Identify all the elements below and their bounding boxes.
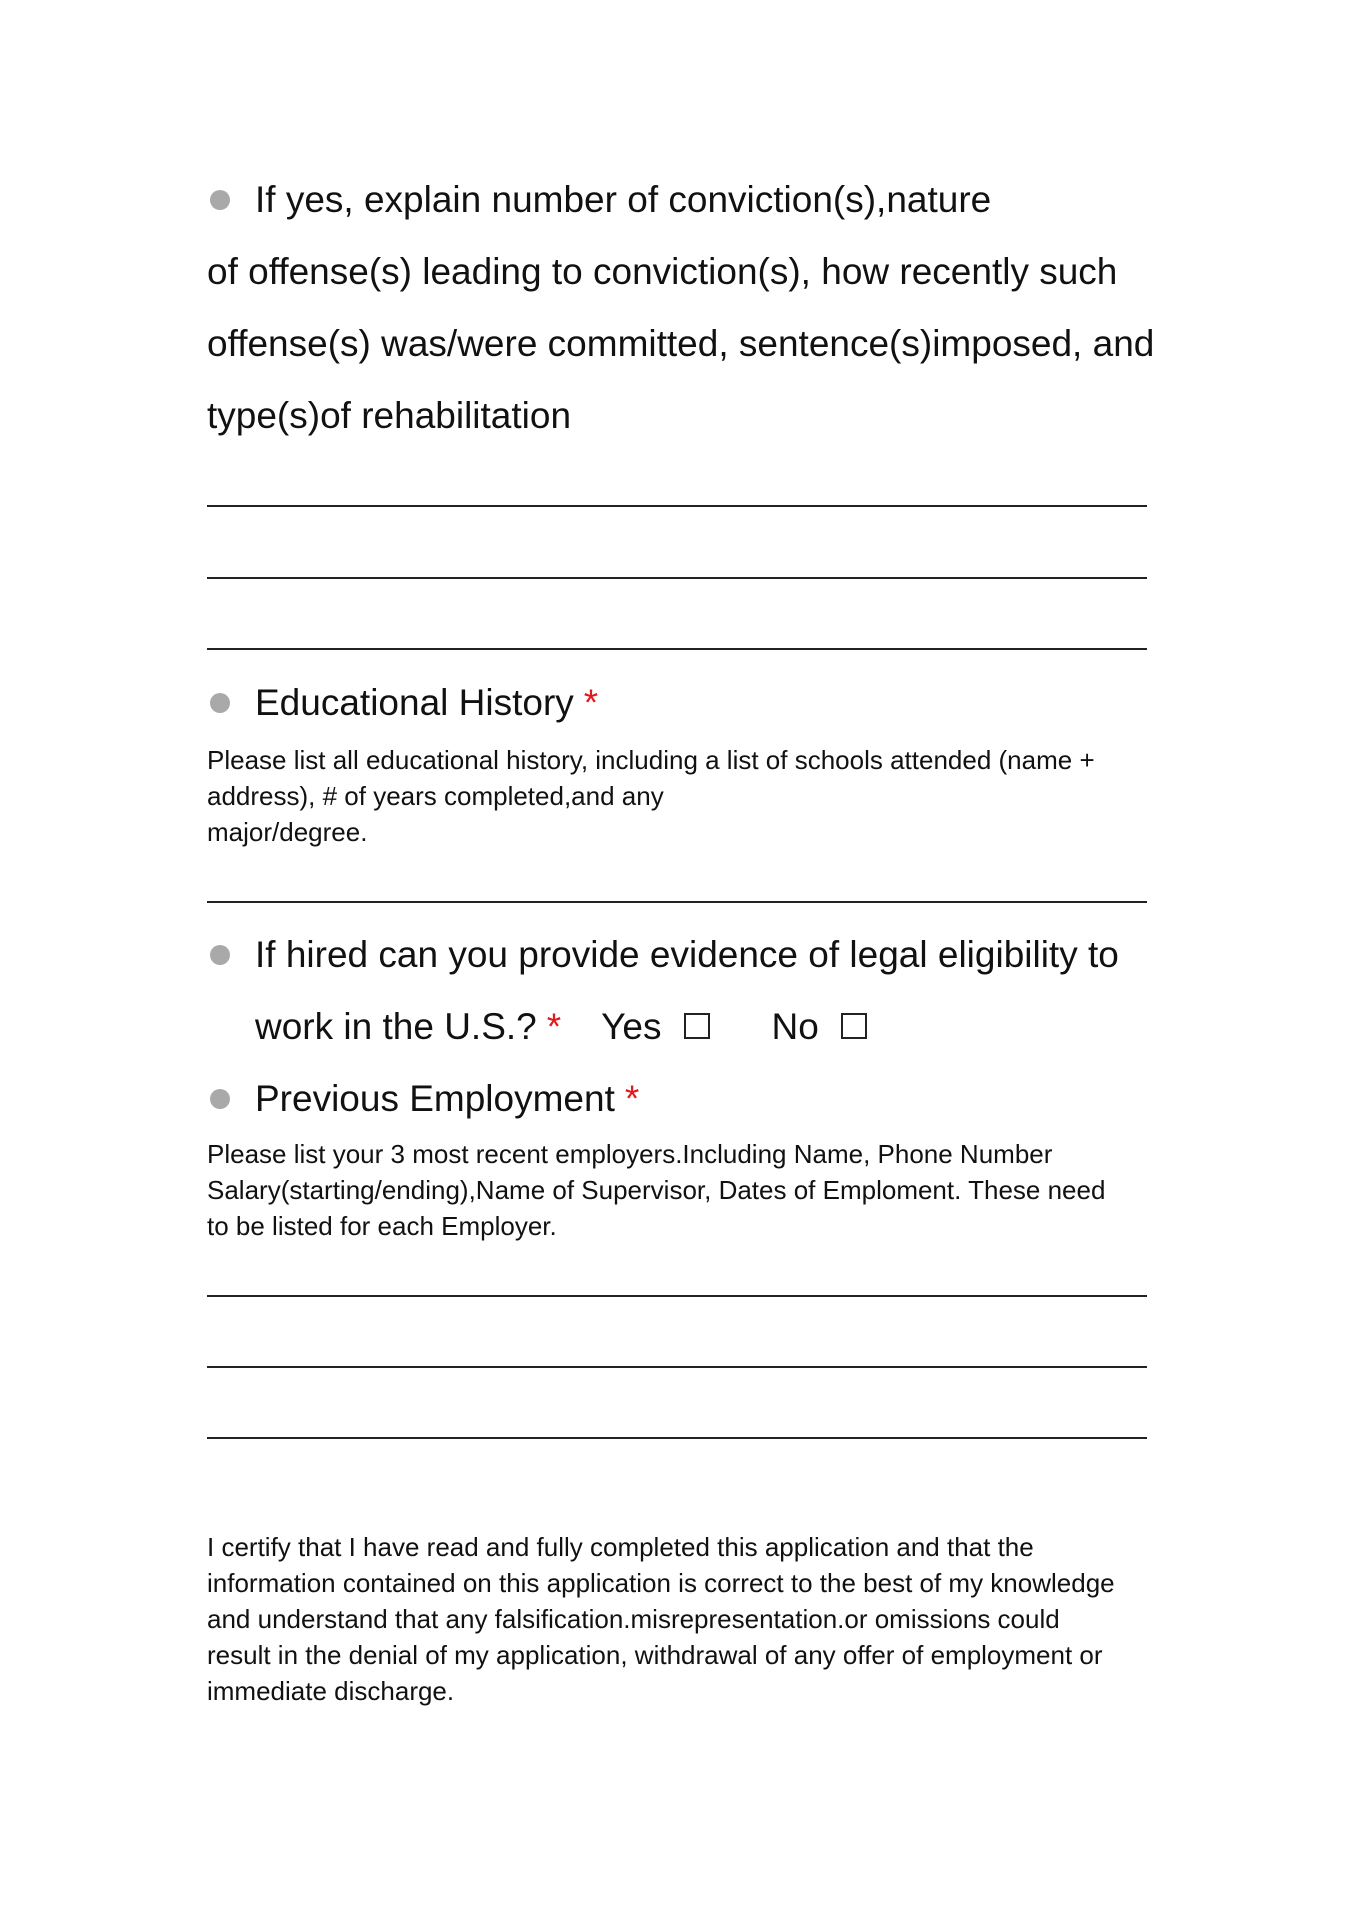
yes-checkbox[interactable] <box>684 1013 710 1039</box>
bullet-icon <box>210 945 230 965</box>
conviction-question-line3: offense(s) was/were committed, sentence(s)imposed, and <box>207 323 1155 364</box>
required-marker: * <box>624 1078 640 1119</box>
bullet-icon <box>210 190 230 210</box>
previous-employment-instructions: Please list your 3 most recent employers.Including Name, Phone Number Salary(starting/ending),Name of Supervisor, Dates of Emploment. These need to be listed for each Employer. <box>207 1139 1106 1241</box>
no-checkbox[interactable] <box>841 1013 867 1039</box>
conviction-answer-line-2[interactable] <box>207 577 1147 579</box>
conviction-answer-line-1[interactable] <box>207 505 1147 507</box>
legal-eligibility-question-line2: work in the U.S.? * Yes No <box>255 1005 867 1049</box>
required-marker: * <box>583 682 599 723</box>
employment-answer-line-3[interactable] <box>207 1437 1147 1439</box>
previous-employment-heading: Previous Employment * <box>255 1078 640 1119</box>
conviction-question-line1: If yes, explain number of conviction(s),nature <box>255 179 992 220</box>
yes-option-label: Yes <box>601 1006 662 1047</box>
employment-answer-line-1[interactable] <box>207 1295 1147 1297</box>
educational-history-instructions: Please list all educational history, including a list of schools attended (name + address), # of years completed,and any major/degree. <box>207 745 1095 847</box>
no-option-label: No <box>771 1006 819 1047</box>
conviction-question-line2: of offense(s) leading to conviction(s), how recently such <box>207 251 1118 292</box>
conviction-answer-line-3[interactable] <box>207 648 1147 650</box>
educational-history-heading: Educational History * <box>255 682 599 723</box>
conviction-question-line4: type(s)of rehabilitation <box>207 395 572 436</box>
educational-history-answer-line[interactable] <box>207 901 1147 903</box>
required-marker: * <box>546 1006 562 1047</box>
bullet-icon <box>210 693 230 713</box>
bullet-icon <box>210 1089 230 1109</box>
employment-answer-line-2[interactable] <box>207 1366 1147 1368</box>
certification-statement: I certify that I have read and fully completed this application and that the information contained on this application is correct to the best of my knowledge and understand that any falsification.misrepresentation.or omissions could result in the denial of my application, withdrawal of any offer of employment or immediate discharge. <box>207 1532 1115 1706</box>
legal-eligibility-question-line1: If hired can you provide evidence of legal eligibility to <box>255 934 1119 975</box>
